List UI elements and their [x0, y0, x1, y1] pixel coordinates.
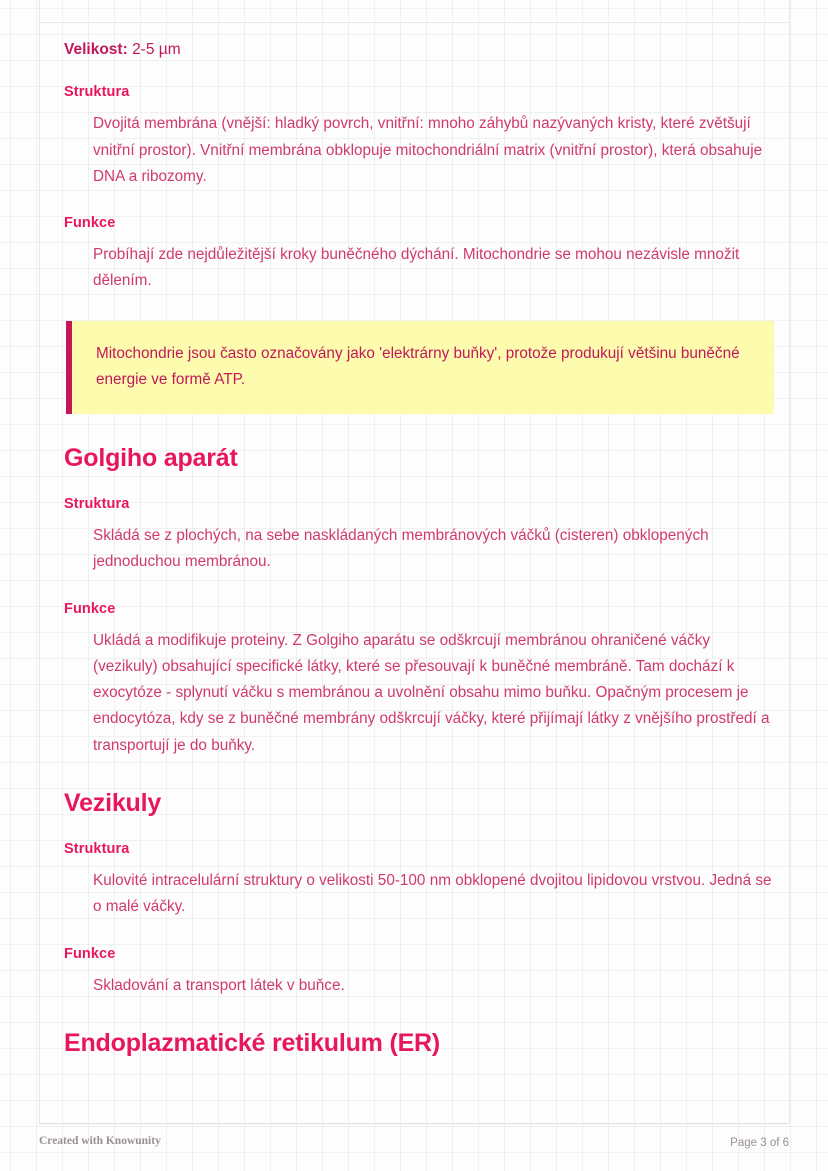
paragraph-funkce-2: Ukládá a modifikuje proteiny. Z Golgiho aparátu se odškrcují membránou ohraničené váčky (vezikuly) obsahující specifické látky, které se přesouvají k buněčné membráně. Tam dochází k exocytóze - splynutí váčku s membránou a uvolnění obsahu mimo buňku. Opačným procesem je endocytóza, kdy se z buněčné membrány odškrcují váčky, které přijímají látky z vnějšího prostředí a transportují je do buňky. — [93, 631, 770, 754]
section-vezikuly — [39, 767, 789, 1007]
paragraph-struktura-1: Dvojitá membrána (vnější: hladký povrch, vnitřní: mnoho záhybů nazývaných kristy, které zvětšují vnitřní prostor). Vnitřní membrána obklopuje mitochondriální matrix (vnitřní prostor), která obsahuje DNA a ribozomy. — [93, 115, 763, 185]
page-footer — [0, 1123, 828, 1171]
section-mitochondrie — [39, 67, 789, 414]
subheading-funkce-1: Funkce — [64, 215, 116, 232]
page-right-rule — [789, 0, 790, 1123]
subheading-struktura-3: Struktura — [64, 841, 130, 858]
paragraph-struktura-2: Skládá se z plochých, na sebe naskládaných membránových váčků (cisteren) obklopených jednoduchou membránou. — [93, 526, 709, 571]
subheading-struktura-1: Struktura — [64, 84, 130, 101]
heading-golgiho-aparat: Golgiho aparát — [64, 443, 238, 472]
subheading-funkce-2: Funkce — [64, 600, 116, 617]
field-velikost-label: Velikost: — [64, 41, 128, 58]
paragraph-funkce-1: Probíhají zde nejdůležitější kroky buněčného dýchání. Mitochondrie se mohou nezávisle množit dělením. — [93, 246, 740, 290]
field-velikost-value: 2-5 µm — [132, 41, 181, 58]
paragraph-funkce-3: Skladování a transport látek v buňce. — [93, 976, 345, 994]
footer-attribution: Created with Knowunity — [39, 1135, 161, 1147]
subheading-struktura-2: Struktura — [64, 495, 130, 512]
heading-endoplazmaticke-retikulum: Endoplazmatické retikulum (ER) — [64, 1028, 441, 1057]
document-content — [39, 22, 789, 1064]
heading-vezikuly: Vezikuly — [64, 789, 162, 818]
section-endoplazmaticke-retikulum — [39, 1007, 789, 1064]
field-velikost — [39, 22, 789, 67]
paragraph-struktura-3: Kulovité intracelulární struktury o velikosti 50-100 nm obklopené dvojitou lipidovou vrstvou. Jedná se o malé váčky. — [93, 872, 772, 916]
subheading-funkce-3: Funkce — [64, 945, 116, 962]
footer-page-number: Page 3 of 6 — [730, 1137, 789, 1149]
footer-divider — [39, 1123, 789, 1124]
section-golgiho-aparat — [39, 422, 789, 767]
callout-text: Mitochondrie jsou často označovány jako 'elektrárny buňky', protože produkují většinu buněčné energie ve formě ATP. — [96, 344, 740, 389]
callout-box — [66, 321, 774, 414]
